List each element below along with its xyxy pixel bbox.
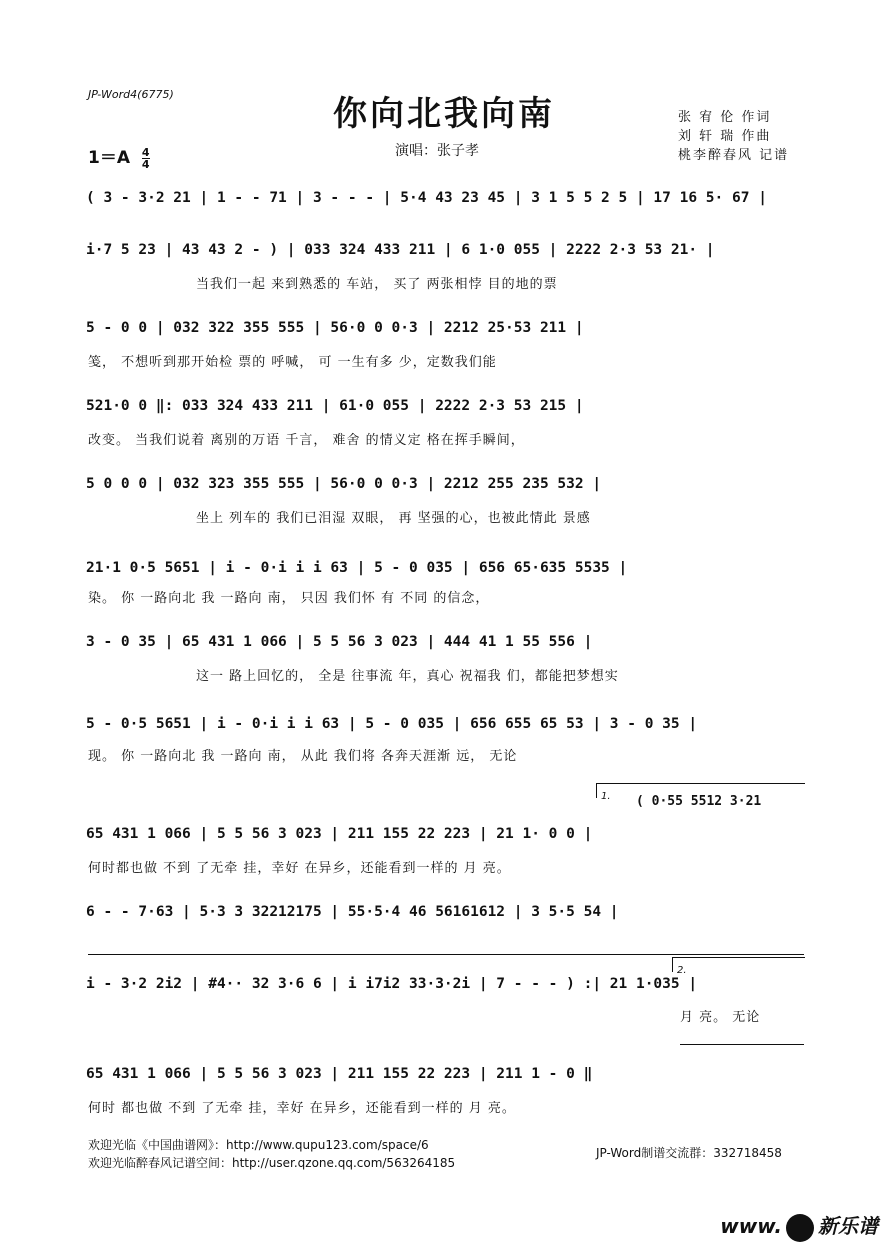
- notation-row-10: 6 - - 7·63 | 5·3 3 32212175 | 55·5·4 46 56161612 | 3 5·5 54 |: [86, 904, 619, 920]
- footer-link-2: 欢迎光临醉春风记谱空间：http://user.qzone.qq.com/563264185: [88, 1156, 456, 1170]
- notation-row-9: 65 431 1 066 | 5 5 56 3 023 | 211 155 22 223 | 21 1· 0 0 |: [86, 826, 593, 842]
- time-signature: [142, 147, 150, 170]
- lyrics-row-5: 坐上 列车的 我们已泪湿 双眼， 再 坚强的心，也被此情此 景感: [196, 511, 591, 526]
- section-rule: [88, 954, 804, 955]
- lyricist: 张 宥 伦 作词: [678, 110, 772, 125]
- key-label: 1＝A: [88, 148, 130, 168]
- software-label: JP-Word4(6775): [88, 88, 174, 101]
- lyrics-row-6: 染。 你 一路向北 我 一路向 南， 只因 我们怀 有 不同 的信念，: [88, 591, 490, 606]
- key-signature: [88, 143, 150, 170]
- footer-links: [88, 1136, 455, 1172]
- singer: 演唱：张子孝: [395, 143, 479, 159]
- notation-row-2: i·7 5 23 | 43 43 2 - ) | 033 324 433 211 | 6 1·0 055 | 2222 2·3 53 21· |: [86, 242, 715, 258]
- score-title: 你向北我向南: [333, 94, 555, 134]
- notation-row-6: 21·1 0·5 5651 | i - 0·i i i 63 | 5 - 0 035 | 656 65·635 5535 |: [86, 560, 628, 576]
- notation-row-8: 5 - 0·5 5651 | i - 0·i i i 63 | 5 - 0 035 | 656 655 65 53 | 3 - 0 35 |: [86, 716, 698, 732]
- notation-row-3: 5 - 0 0 | 032 322 355 555 | 56·0 0 0·3 | 2212 25·53 211 |: [86, 320, 584, 336]
- composer: 刘 轩 瑞 作曲: [678, 129, 772, 144]
- volta-1-label: 1.: [601, 791, 611, 802]
- lyrics-row-2: 当我们一起 来到熟悉的 车站， 买了 两张相悖 目的地的票: [196, 277, 558, 292]
- lyrics-row-7: 这一 路上回忆的， 全是 往事流 年，真心 祝福我 们，都能把梦想实: [196, 669, 619, 684]
- lyrics-row-3: 笺， 不想听到那开始检 票的 呼喊， 可 一生有多 少，定数我们能: [88, 355, 497, 370]
- notation-row-11: i - 3·2 2i2 | #4·· 32 3·6 6 | i i7i2 33·3·2i | 7 - - - ) :| 21 1·035 |: [86, 976, 698, 992]
- footer-link-1: 欢迎光临《中国曲谱网》：http://www.qupu123.com/space/6: [88, 1138, 429, 1152]
- watermark-logo-icon: [786, 1214, 814, 1242]
- notation-row-1: ( 3 - 3·2 21 | 1 - - 71 | 3 - - - | 5·4 43 23 45 | 3 1 5 5 2 5 | 17 16 5· 67 |: [86, 190, 767, 206]
- watermark-prefix: www.: [720, 1214, 782, 1238]
- lyrics-row-12: 何时 都也做 不到 了无牵 挂，幸好 在异乡，还能看到一样的 月 亮。: [88, 1101, 516, 1116]
- ending-rule: [680, 1044, 804, 1045]
- lyrics-row-4: 改变。 当我们说着 离别的万语 千言， 难舍 的情义定 格在挥手瞬间，: [88, 433, 525, 448]
- notation-row-12: 65 431 1 066 | 5 5 56 3 023 | 211 155 22 223 | 211 1 - 0 ‖: [86, 1066, 593, 1082]
- group-info: JP-Word制谱交流群：332718458: [596, 1146, 782, 1160]
- lyrics-row-9: 何时都也做 不到 了无牵 挂，幸好 在异乡，还能看到一样的 月 亮。: [88, 861, 511, 876]
- time-top: 4: [141, 145, 150, 159]
- lyrics-row-8: 现。 你 一路向北 我 一路向 南， 从此 我们将 各奔天涯渐 远， 无论: [88, 749, 518, 764]
- watermark-brand: 新乐谱: [818, 1214, 878, 1238]
- lyrics-row-11: 月 亮。 无论: [680, 1010, 761, 1025]
- volta-2-bracket: [672, 957, 805, 976]
- notation-row-4: 521·0 0 ‖: 033 324 433 211 | 61·0 055 | 2222 2·3 53 215 |: [86, 398, 584, 414]
- credits: [678, 108, 789, 165]
- transcriber: 桃李醉春风 记谱: [678, 148, 790, 163]
- watermark: [720, 1210, 878, 1242]
- notation-row-5: 5 0 0 0 | 032 323 355 555 | 56·0 0 0·3 | 2212 255 235 532 |: [86, 476, 602, 492]
- volta-2-label: 2.: [677, 965, 687, 976]
- time-bottom: 4: [141, 157, 150, 171]
- volta-1-notes: ( 0·55 5512 3·21: [636, 794, 762, 809]
- notation-row-7: 3 - 0 35 | 65 431 1 066 | 5 5 56 3 023 | 444 41 1 55 556 |: [86, 634, 593, 650]
